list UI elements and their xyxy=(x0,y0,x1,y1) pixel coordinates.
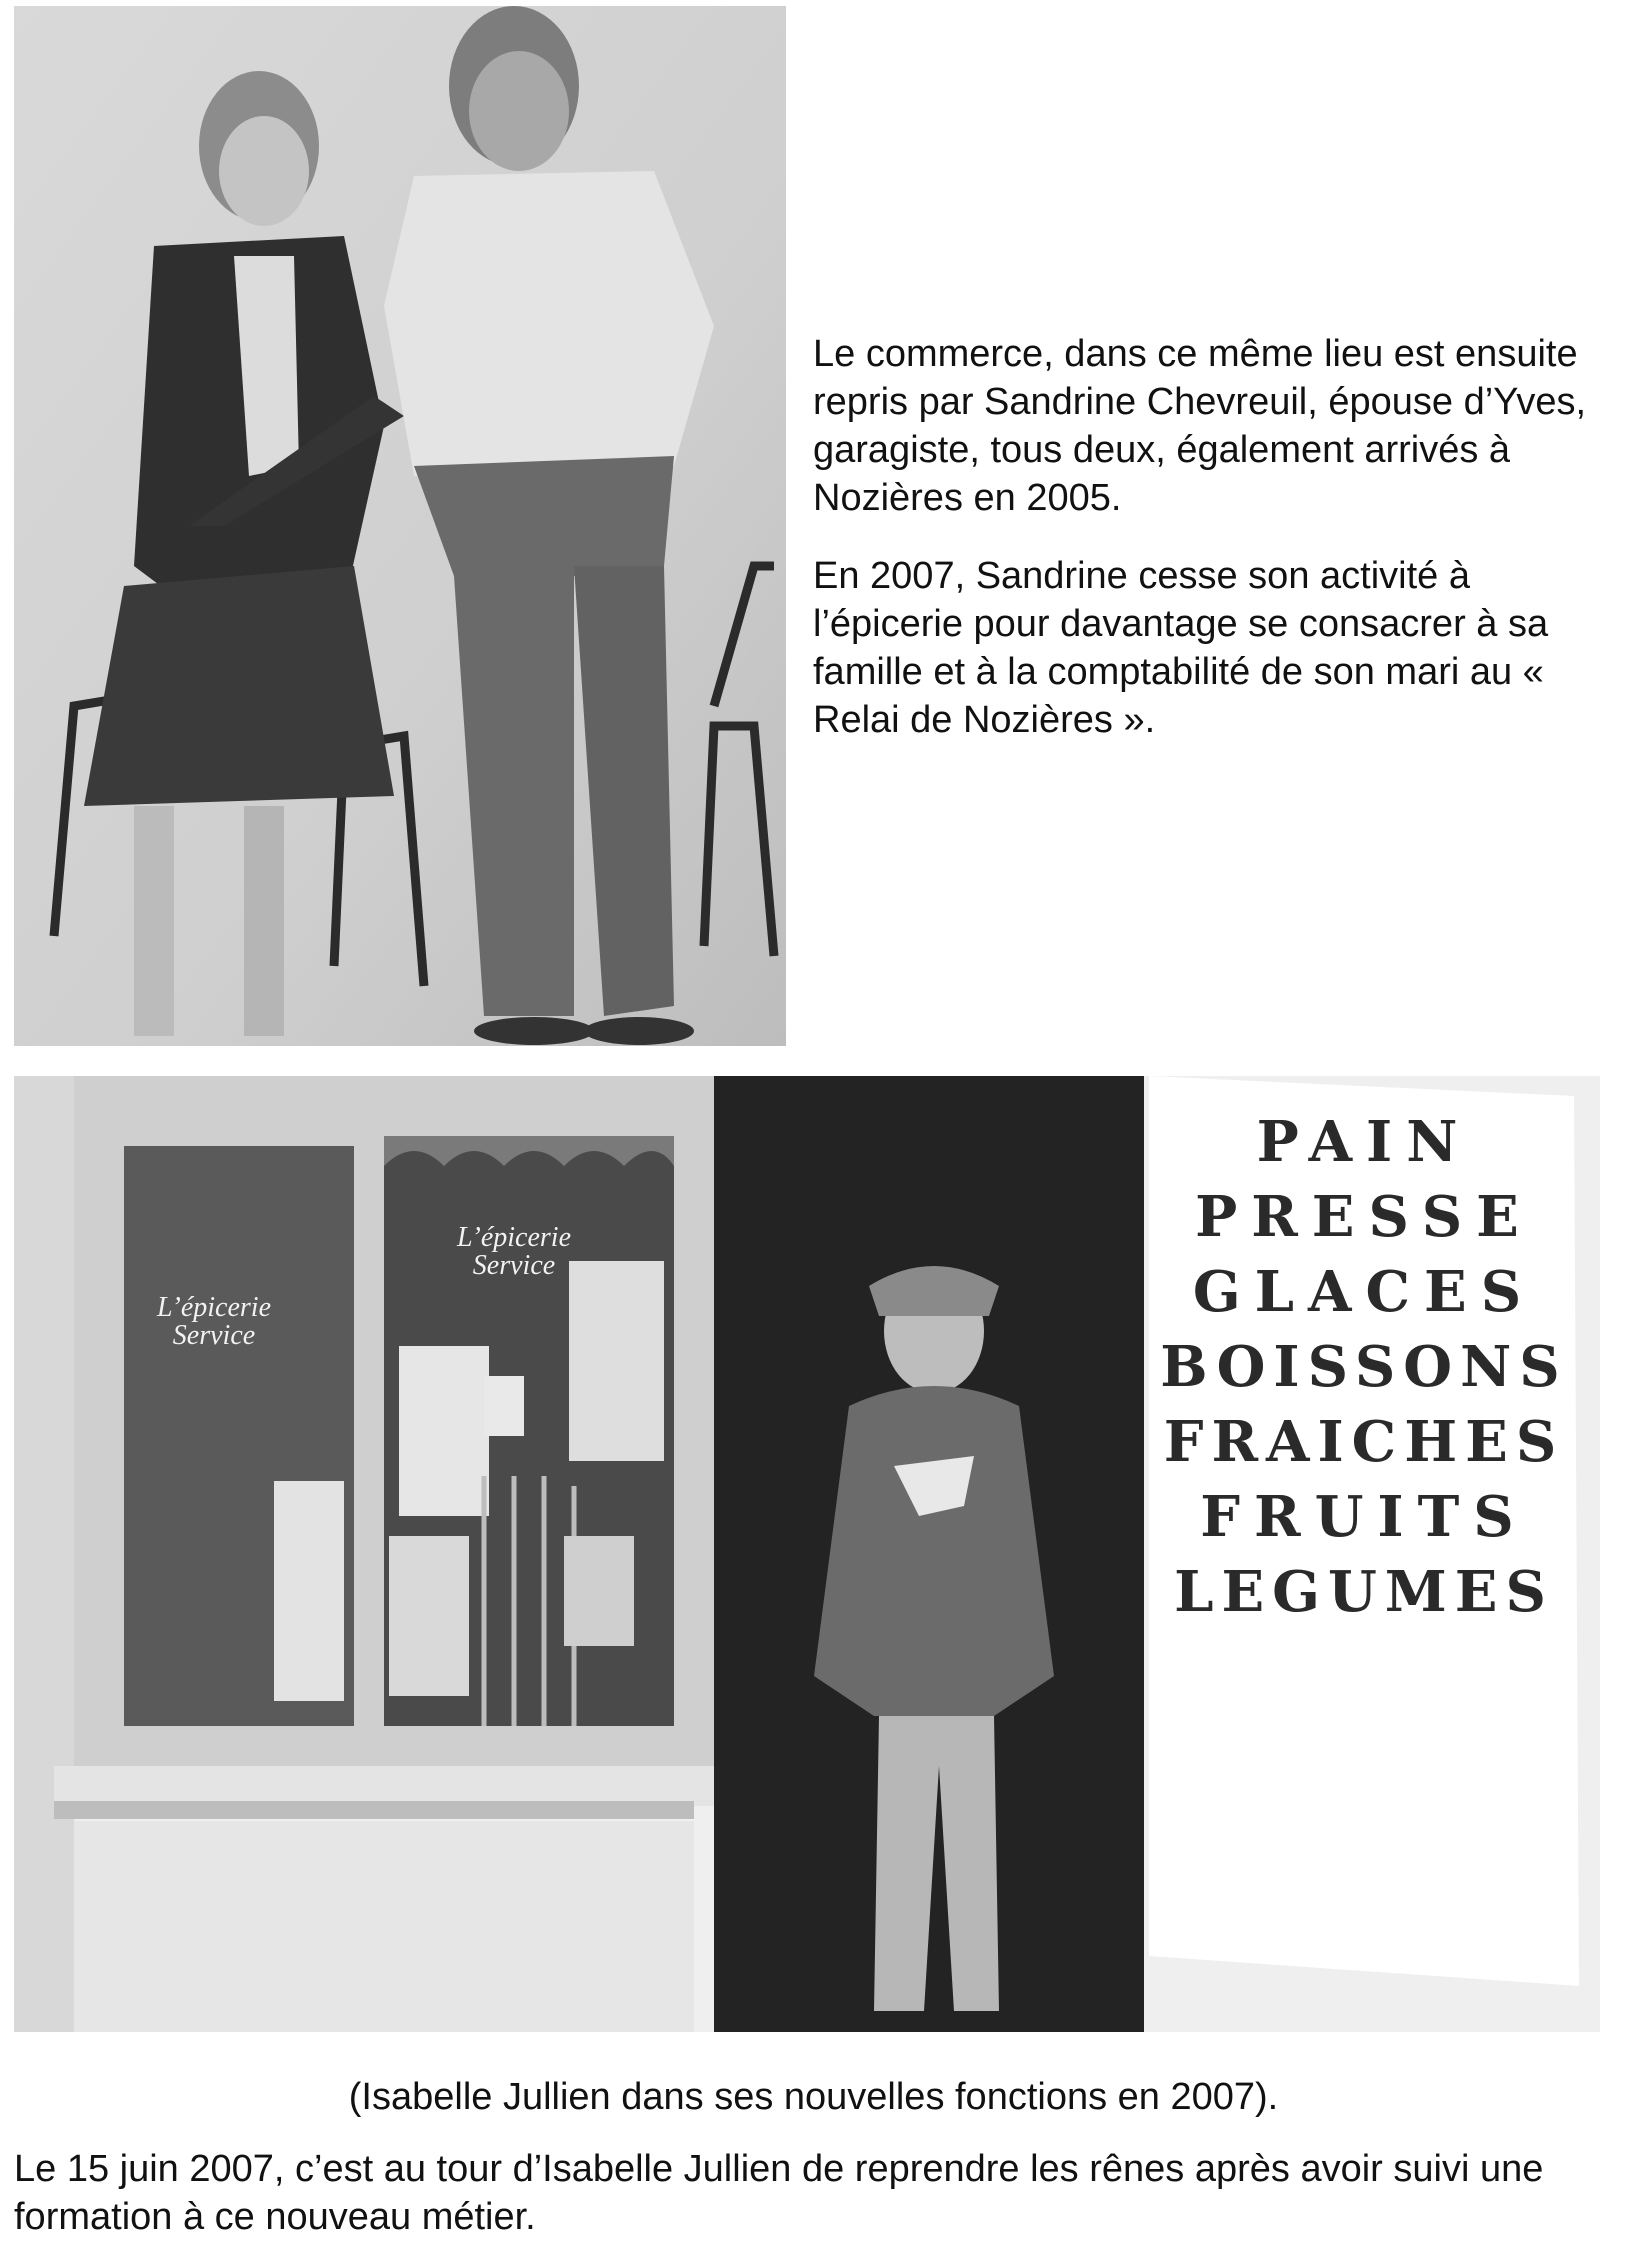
photo-couple xyxy=(14,6,786,1046)
shop-sign-label-1: L’épicerie xyxy=(156,1292,272,1323)
paragraph-isabelle-2007: Le 15 juin 2007, c’est au tour d’Isabelle Jullien de reprendre les rênes après avoir suivi une formation à ce nouveau métier. xyxy=(14,2148,1544,2238)
board-word-boissons: BOISSONS xyxy=(1160,1334,1568,1400)
shop-sign-label-1b: Service xyxy=(172,1320,256,1351)
board-word-glaces: GLACES xyxy=(1192,1259,1536,1325)
board-word-legumes: LEGUMES xyxy=(1174,1559,1554,1625)
photo-shop-front xyxy=(14,1076,1600,2032)
shop-sign-label-2b: Service xyxy=(472,1250,556,1281)
photo-caption: (Isabelle Jullien dans ses nouvelles fonctions en 2007). xyxy=(348,2076,1279,2118)
board-word-pain: PAIN xyxy=(1256,1109,1472,1175)
shop-sign-label-2: L’épicerie xyxy=(456,1222,572,1253)
board-word-presse: PRESSE xyxy=(1195,1184,1533,1250)
paragraph-sandrine-2007: En 2007, Sandrine cesse son activité à l’épicerie pour davantage se consacrer à sa famille et à la comptabilité de son mari au « Relai de Nozières ». xyxy=(813,555,1549,741)
paragraph-sandrine-takeover: Le commerce, dans ce même lieu est ensuite repris par Sandrine Chevreuil, épouse d’Yves, garagiste, tous deux, également arrivés à Nozières en 2005. xyxy=(813,333,1587,519)
board-word-fraiches: FRAICHES xyxy=(1163,1409,1565,1475)
board-word-fruits: FRUITS xyxy=(1200,1484,1528,1550)
